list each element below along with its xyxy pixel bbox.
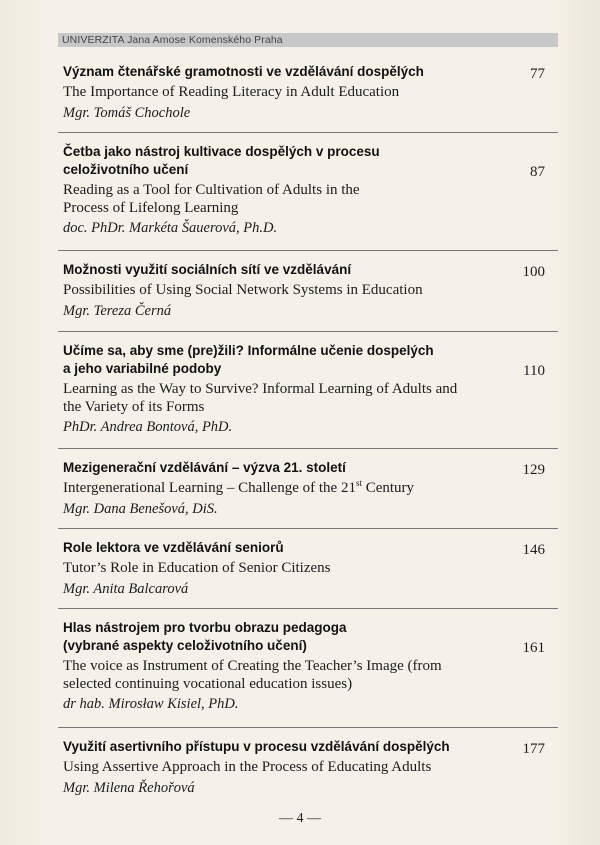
entry-title: Učíme sa, aby sme (pre)žili? Informálne učenie dospelých a jeho variabilné podoby	[63, 343, 434, 376]
entry-page-number: 177	[522, 741, 545, 757]
entry-page-number: 161	[522, 640, 545, 656]
toc-entry	[63, 459, 553, 518]
entry-english-title: The Importance of Reading Literacy in Adult Education	[63, 84, 400, 100]
divider	[58, 331, 558, 332]
entry-author: dr hab. Mirosław Kisiel, PhD.	[63, 696, 239, 712]
entry-english-title: Possibilities of Using Social Network Systems in Education	[63, 282, 423, 298]
entry-english-title: Learning as the Way to Survive? Informal Learning of Adults and the Variety of its Forms	[63, 381, 458, 415]
toc-entry	[63, 539, 553, 598]
entry-author: Mgr. Dana Benešová, DiS.	[63, 500, 218, 517]
entry-title: Role lektora ve vzdělávání seniorů	[63, 540, 284, 555]
english-title-text: Intergenerational Learning – Challenge of the 21	[63, 480, 356, 496]
divider	[58, 528, 558, 529]
header-text: UNIVERZITA Jana Amose Komenského Praha	[62, 34, 283, 46]
toc-entry	[63, 738, 553, 797]
entry-title: Využití asertivního přístupu v procesu vzdělávání dospělých	[63, 739, 450, 754]
entry-english-title: Tutor’s Role in Education of Senior Citizens	[63, 560, 331, 576]
entry-english-title: Reading as a Tool for Cultivation of Adults in the Process of Lifelong Learning	[63, 182, 360, 216]
entry-title: Mezigenerační vzdělávání – výzva 21. století	[63, 460, 346, 475]
entry-author: Mgr. Anita Balcarová	[63, 580, 189, 597]
toc-entry	[63, 143, 553, 237]
entry-title: Možnosti využití sociálních sítí ve vzdělávání	[63, 262, 352, 277]
entry-page-number: 146	[522, 542, 545, 558]
divider	[58, 448, 558, 449]
divider	[58, 132, 558, 133]
page-number-footer: — 4 —	[279, 811, 321, 826]
entry-title: Hlas nástrojem pro tvorbu obrazu pedagoga (vybrané aspekty celoživotního učení)	[63, 620, 347, 653]
entry-english-title	[63, 480, 483, 498]
entry-author: doc. PhDr. Markéta Šauerová, Ph.D.	[63, 220, 278, 236]
english-title-text: Century	[361, 480, 415, 496]
entry-author: Mgr. Milena Řehořová	[63, 779, 195, 796]
entry-english-title: Using Assertive Approach in the Process of Educating Adults	[63, 759, 432, 775]
toc-entry	[63, 261, 553, 320]
divider	[58, 727, 558, 728]
entry-title: Význam čtenářské gramotnosti ve vzdělávání dospělých	[63, 64, 424, 79]
entry-page-number: 129	[522, 462, 545, 478]
divider	[58, 608, 558, 609]
entry-english-title: The voice as Instrument of Creating the Teacher’s Image (from selected continuing vocational education issues)	[63, 658, 442, 692]
entry-author: PhDr. Andrea Bontová, PhD.	[63, 419, 233, 435]
entry-title: Četba jako nástroj kultivace dospělých v procesu celoživotního učení	[63, 144, 380, 177]
entry-author: Mgr. Tomáš Chochole	[63, 104, 191, 121]
ordinal-suffix: st	[355, 478, 362, 488]
toc-entry	[63, 342, 553, 436]
toc-entry	[63, 63, 553, 122]
entry-page-number: 100	[522, 264, 545, 280]
entry-page-number: 110	[523, 363, 545, 379]
running-header	[58, 33, 558, 47]
divider	[58, 250, 558, 251]
entry-page-number: 77	[530, 66, 545, 82]
entry-author: Mgr. Tereza Černá	[63, 302, 172, 319]
toc-entry	[63, 619, 553, 713]
entry-page-number: 87	[530, 164, 545, 180]
